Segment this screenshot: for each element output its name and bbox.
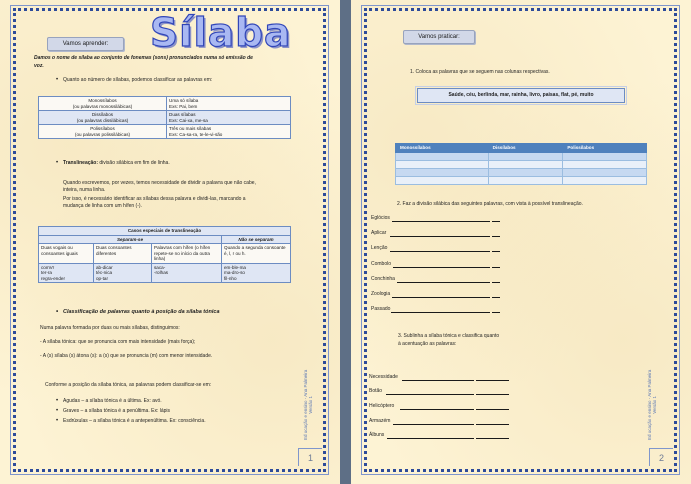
ex3-word: Helicóptero <box>369 403 395 409</box>
example-word: fil-nho <box>224 275 237 281</box>
page-title: Sílaba <box>150 11 292 56</box>
answer-line[interactable] <box>400 409 474 410</box>
answer-line[interactable] <box>492 312 500 313</box>
example-word: op-tar <box>96 275 109 281</box>
ex3-word: Álbuns <box>369 432 385 438</box>
answer-line[interactable] <box>492 236 500 237</box>
table-row <box>39 111 291 125</box>
grid-cell[interactable] <box>396 176 489 184</box>
tonic-p4: Conforme a posição da sílaba tónica, as palavras podem classificar-se em: <box>45 382 212 388</box>
answer-line[interactable] <box>476 409 509 410</box>
syllable-note: (ou palavras monossilábicas) <box>72 103 133 109</box>
answer-line[interactable] <box>476 380 509 381</box>
example-cell <box>152 263 222 283</box>
word-box: Saúde, céu, berlinda, mar, rainha, livro, paisas, flat, pé, muito <box>417 88 625 103</box>
page-1 <box>0 0 340 484</box>
table-row <box>396 144 647 153</box>
ex2-word: Passado <box>371 306 391 312</box>
example-word: saca- <box>154 264 166 270</box>
translineation-table <box>38 226 291 283</box>
rule-cell: Palavras com hífen (o hífen repete-se no início da outra linha) <box>152 244 222 264</box>
answer-line[interactable] <box>387 438 474 439</box>
table-row <box>39 227 291 236</box>
side-label-line-1: Ed ucação e ensino - Ana Palmeira <box>647 369 652 440</box>
table-row <box>39 125 291 139</box>
grid-cell[interactable] <box>488 168 563 176</box>
side-label-line-2: Versão 1 <box>308 395 313 414</box>
intro-line-1: Damos o nome de sílaba ao conjunto de fonemas (sons) pronunciados numa só emissão de <box>34 55 253 61</box>
syllable-type: Polissílabos <box>90 126 115 131</box>
tonic-item: • Graves – a sílaba tónica é a penúltima. Ex: lápis <box>63 408 170 415</box>
ex2-word: Lenção <box>371 245 388 251</box>
syllable-type: Dissílabos <box>91 112 114 117</box>
learn-tag: Vamos aprender: <box>47 37 124 51</box>
answer-line[interactable] <box>492 282 500 283</box>
rule-cell: Quando a segunda consoante é, l, r ou h. <box>222 244 291 264</box>
syllable-example: Exs: Ca-sa-ra, te-le-vi-são <box>169 131 223 137</box>
side-label <box>647 370 657 440</box>
ex2-word: Aplicar <box>371 230 387 236</box>
tonic-item: • Agudas – a sílaba tónica é a última. Ex: avó. <box>63 398 162 405</box>
ex3-word: Botão <box>369 388 383 394</box>
grid-header-poli: Polissílabos <box>563 144 647 153</box>
grid-cell[interactable] <box>396 152 489 160</box>
classify-text: • Quanto ao número de sílabas, podemos classificar as palavras em: <box>63 77 212 84</box>
answer-line[interactable] <box>393 424 474 425</box>
syllable-example: Exs: Cai-xa, me-sa <box>169 117 208 123</box>
syllable-desc: Duas sílabas <box>169 112 196 117</box>
answer-line[interactable] <box>397 282 490 283</box>
answer-line[interactable] <box>393 267 490 268</box>
ex2-word: Combolo <box>371 261 392 267</box>
example-cell <box>222 263 291 283</box>
exercise-3-text-2: à acentuação as palavras: <box>398 341 457 347</box>
answer-line[interactable] <box>492 221 500 222</box>
tonic-p3: - A (s) sílaba (s) átona (s): a (s) que se pronuncia (m) com menor intensidade. <box>40 353 213 359</box>
example-word: -rolhas <box>154 270 169 275</box>
table-row <box>39 244 291 264</box>
answer-line[interactable] <box>476 394 509 395</box>
translin-title: Translineação: <box>63 160 99 166</box>
side-label-line-1: Ed ucação e ensino - Ana Palmeira <box>303 369 308 440</box>
grid-cell[interactable] <box>396 168 489 176</box>
tonic-p1: Numa palavra formada por duas ou mais sílabas, distinguimos: <box>40 325 180 331</box>
syllable-desc: Uma só sílaba <box>169 98 199 103</box>
tonic-heading: • Classificação de palavras quanto à posição da sílaba tónica <box>63 309 220 316</box>
example-word: em-ble-ma <box>224 264 246 270</box>
tonic-item: • Esdrúxulas – a sílaba tónica é a antepenúltima. Ex: consciência. <box>63 418 206 425</box>
example-word: ma-dro-so <box>224 270 245 275</box>
table-row <box>396 176 647 184</box>
syllable-note: (ou palavras polissilábicas) <box>74 131 131 137</box>
answer-line[interactable] <box>492 267 500 268</box>
table-row <box>39 235 291 244</box>
ex2-word: Zoologia <box>371 291 391 297</box>
ex3-word: Necessidade <box>369 374 398 380</box>
answer-line[interactable] <box>391 312 490 313</box>
rule-cell: Duas consoantes diferentes <box>94 244 152 264</box>
example-word: ab-dicar <box>96 264 113 270</box>
practice-tag: Vamos praticar: <box>403 30 475 44</box>
translin-p3: Por isso, é necessário identificar as sílabas dessa palavra e dividi-las, marcando a <box>63 196 246 202</box>
separate-header: Separam-se <box>39 235 222 244</box>
syllable-desc: Três ou mais sílabas <box>169 126 212 131</box>
answer-line[interactable] <box>476 438 509 439</box>
no-separate-header: Não se separam <box>222 235 291 244</box>
translin-table-title: Casos especiais de translineação <box>39 227 291 236</box>
exercise-3-text: 3. Sublinha a sílaba tónica e classifica quanto <box>398 333 500 339</box>
table-row <box>396 168 647 176</box>
translin-p4: mudança de linha com um hífen (-). <box>63 203 142 209</box>
translin-p2: inteira, numa linha. <box>63 187 106 193</box>
ex2-word: Conchinha <box>371 276 395 282</box>
example-word: téc-nica <box>96 270 113 275</box>
page-gutter <box>340 0 351 484</box>
answer-line[interactable] <box>476 424 509 425</box>
grid-cell[interactable] <box>488 152 563 160</box>
table-row <box>39 97 291 111</box>
grid-cell[interactable] <box>563 152 647 160</box>
answer-line[interactable] <box>492 297 500 298</box>
syllable-type: Monossílabos <box>88 98 117 103</box>
table-row <box>39 263 291 283</box>
translin-def: divisão silábica em fim de linha. <box>99 160 170 166</box>
grid-cell[interactable] <box>488 160 563 168</box>
rule-cell: Duas vogais ou consoantes iguais <box>39 244 94 264</box>
page-number: 2 <box>649 448 673 466</box>
grid-header-dis: Dissílabos <box>488 144 563 153</box>
tonic-p2: - A sílaba tónica: que se pronuncia com mais intensidade (mais força); <box>40 339 196 345</box>
grid-header-mono: Monossílabos <box>396 144 489 153</box>
ex3-word: Armazém <box>369 418 391 424</box>
example-word: comVr <box>41 264 55 270</box>
answer-line[interactable] <box>386 394 474 395</box>
page-2-frame <box>364 8 677 472</box>
exercise-2-text: 2. Faz a divisão silábica das seguintes palavras, com vista à possível translineação. <box>397 201 583 207</box>
table-row <box>396 160 647 168</box>
page-number: 1 <box>298 448 322 466</box>
translin-p1: Quando escrevemos, por vezes, temos necessidade de dividir a palavra que não cabe, <box>63 180 256 186</box>
example-word: ter-ra <box>41 270 52 275</box>
answer-grid <box>395 143 647 185</box>
syllable-example: Exs: Pai, bem <box>169 103 198 109</box>
table-row <box>396 152 647 160</box>
syllable-note: (ou palavras dissilábicas) <box>76 117 129 123</box>
grid-cell[interactable] <box>563 160 647 168</box>
grid-cell[interactable] <box>563 176 647 184</box>
grid-cell[interactable] <box>563 168 647 176</box>
example-cell <box>94 263 152 283</box>
intro-line-2: voz. <box>34 63 44 69</box>
answer-line[interactable] <box>390 251 490 252</box>
answer-line[interactable] <box>392 297 490 298</box>
translin-line <box>63 160 170 167</box>
answer-line[interactable] <box>492 251 500 252</box>
example-cell <box>39 263 94 283</box>
syllable-table <box>38 96 291 139</box>
grid-cell[interactable] <box>396 160 489 168</box>
example-word: regra-ender <box>41 275 66 281</box>
ex2-word: Eglócios <box>371 215 390 221</box>
grid-cell[interactable] <box>488 176 563 184</box>
side-label <box>303 370 313 440</box>
answer-line[interactable] <box>390 236 490 237</box>
answer-line[interactable] <box>392 221 490 222</box>
answer-line[interactable] <box>402 380 474 381</box>
exercise-1-text: 1. Coloca as palavras que se seguem nas colunas respectivas. <box>410 69 550 75</box>
side-label-line-2: Versão 1 <box>652 395 657 414</box>
